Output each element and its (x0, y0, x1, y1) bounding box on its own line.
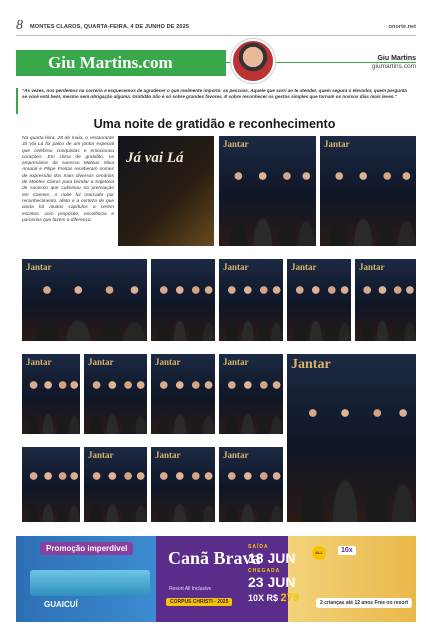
all-inclusive-badge: ALL (312, 546, 326, 560)
people (22, 384, 80, 434)
photo-group (151, 354, 215, 434)
photo-group (22, 354, 80, 434)
event-sign: Jantar (359, 262, 385, 272)
event-sign: Jantar (88, 450, 114, 460)
author-name: Giu Martins (377, 55, 416, 62)
event-sign: Jantar (223, 139, 249, 149)
photo-group (22, 447, 80, 522)
departure-label: SAÍDA (248, 544, 269, 550)
people (84, 476, 147, 523)
photo-restaurant-sign (118, 136, 214, 246)
photo-family (287, 354, 416, 522)
return-label: CHEGADA (248, 568, 281, 574)
photo-group (320, 136, 416, 246)
departure-date: 18 JUN (248, 550, 296, 566)
people (151, 384, 215, 434)
holiday-tag: CORPUS CHRISTI - 2025 (166, 598, 232, 606)
event-sign: Jantar (223, 450, 249, 460)
event-sign: Jantar (88, 357, 114, 367)
quote-bar (16, 88, 18, 114)
edition-date: MONTES CLAROS, QUARTA-FEIRA, 4 DE JUNHO DE 2025 (30, 24, 190, 30)
price-prefix: 10X R$ (248, 593, 279, 603)
people (355, 290, 416, 341)
page-header (16, 18, 416, 36)
event-sign: Jantar (223, 262, 249, 272)
pull-quote: "Às vezes, nos perdemos na correria e esquecemos de agradecer o que realmente importa: as pessoas. Aquele que sorri ao te atender, quem segura o elevador, quem pergunta se você está bem, mesmo sem obrigação alguma. Gratidão não é só sobre grandes favores. É sobre reconhecer os gestos simples que tornam os nossos dias mais leves." (22, 88, 407, 99)
restaurant-sign: Já vai Lá (126, 150, 184, 166)
people (22, 290, 147, 341)
people (219, 476, 283, 523)
people (151, 476, 215, 523)
installments-badge: 10x (338, 546, 356, 555)
event-sign: Jantar (223, 357, 249, 367)
page-number: 8 (16, 18, 23, 33)
advertisement[interactable] (16, 536, 416, 622)
photo-group (219, 447, 283, 522)
photo-group (151, 259, 215, 341)
pool-image (30, 570, 150, 596)
kids-free-label: 2 crianças até 12 anos Free no resort (316, 598, 412, 608)
photo-group (22, 259, 147, 341)
agency-logo: GUAICUÍ (44, 600, 78, 609)
event-sign: Jantar (291, 262, 317, 272)
photo-group (151, 447, 215, 522)
people (219, 290, 283, 341)
return-date: 23 JUN (248, 574, 296, 590)
event-sign: Jantar (26, 262, 52, 272)
resort-name: Canã Brava (168, 548, 261, 568)
site-link[interactable]: onorte.net (388, 24, 416, 30)
people (219, 178, 316, 246)
event-sign: Jantar (324, 139, 350, 149)
event-sign: Jantar (155, 450, 181, 460)
promo-badge: Promoção imperdível (40, 542, 133, 555)
article-body: Na quarta-feira, 28 de maio, o restaurante Já Vai Lá foi palco de um jantar especial que celebrou conquistas e emocionou corações. Em clima de gratidão, os empresários de sucesso Mateus Silva Amaral e Filipe Freitas receberam nomes de expressão dos mais diversos cenários de Montes Claros para brindar a trajetória de sucesso que culminou na premiação em Cannes. A noite foi marcada por reconhecimento, afeto e a certeza de que ainda há muitos capítulos a serem escritos, com propósito, excelência e parcerias que fazem a diferença. (22, 136, 114, 223)
price-value: 279 (280, 592, 299, 604)
author-site[interactable]: giumartins.com (371, 63, 416, 70)
photo-group (355, 259, 416, 341)
photo-group (84, 447, 147, 522)
people (219, 384, 283, 434)
people (151, 290, 215, 341)
people (84, 384, 147, 434)
event-sign: Jantar (291, 357, 331, 372)
author-avatar (231, 39, 275, 83)
photo-group (84, 354, 147, 434)
photo-group (287, 259, 351, 341)
resort-subtitle: Resort All Inclusive (169, 586, 212, 592)
people (22, 476, 80, 523)
column-banner (16, 50, 226, 76)
column-title: Giu Martins.com (48, 53, 173, 72)
people (320, 178, 416, 246)
price (248, 592, 299, 604)
people (287, 418, 416, 522)
photo-group (219, 354, 283, 434)
photo-group (219, 136, 316, 246)
article-headline: Uma noite de gratidão e reconhecimento (93, 117, 336, 131)
photo-group (219, 259, 283, 341)
people (287, 290, 351, 341)
faces (287, 408, 416, 418)
event-sign: Jantar (26, 357, 52, 367)
event-sign: Jantar (155, 357, 181, 367)
